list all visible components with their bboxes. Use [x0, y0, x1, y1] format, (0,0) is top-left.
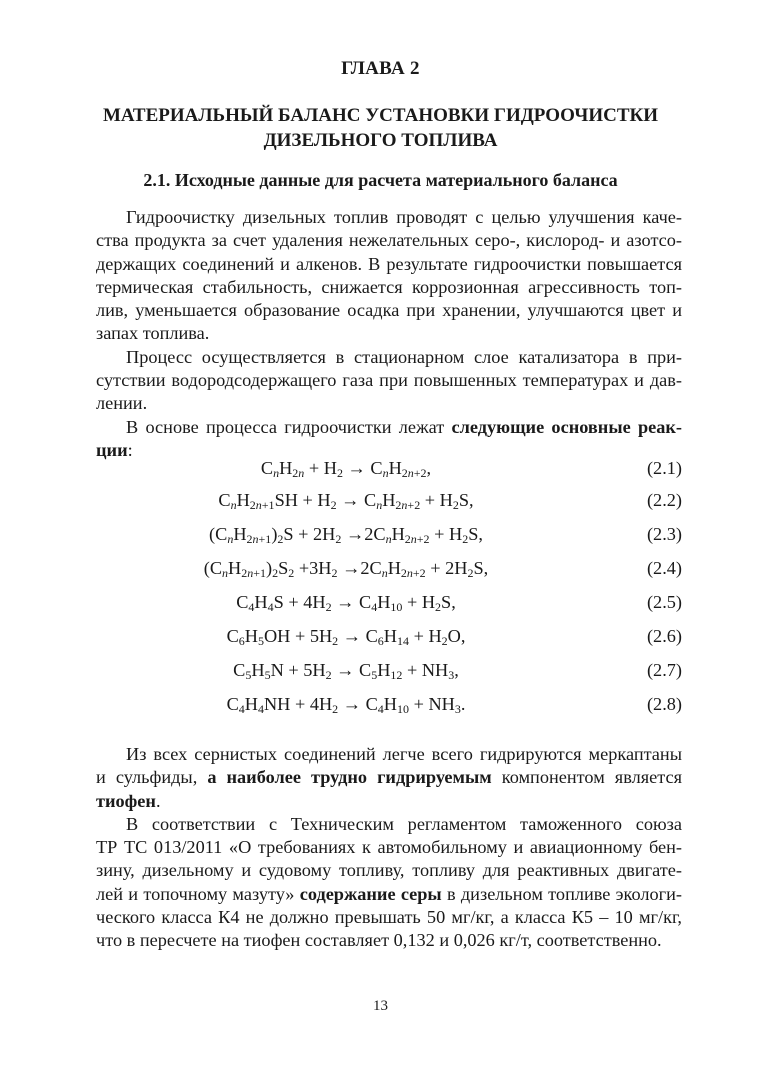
equation-number: (2.3)	[646, 524, 682, 544]
text-line: что в пересчете на тиофен составляет 0,132 и 0,026 кг/т, соответственно.	[96, 930, 662, 951]
text-plain: и сульфиды,	[96, 767, 208, 788]
equation-number: (2.2)	[646, 490, 682, 510]
text-line: сутствии водородсодержащего газа при повышенных температурах и дав-	[96, 370, 682, 391]
equation-number: (2.6)	[646, 626, 682, 646]
text-line: В соответствии с Техническим регламентом таможенного союза	[126, 813, 682, 834]
equation-number: (2.1)	[646, 458, 682, 478]
equation-formula: $(C_nH_{2n+1})_2S_2 +3H_2 \to 2C_nH_{2n+2} + 2H_2S$,	[203, 558, 489, 580]
equation-number: (2.5)	[646, 592, 682, 612]
text-line: лив, уменьшается образование осадка при хранении, улучшаются цвет и	[96, 300, 682, 321]
text-plain: лей и топочному мазуту»	[96, 883, 300, 904]
equation-2-5	[96, 592, 682, 622]
paragraph-intro	[96, 206, 682, 462]
text-line: зину, дизельному и судовому топливу, топливу для реактивных двигате-	[96, 860, 682, 881]
chapter-title-line-2: ДИЗЕЛЬНОГО ТОПЛИВА	[263, 130, 498, 151]
equation-2-4	[96, 558, 682, 588]
equation-number: (2.7)	[646, 660, 682, 680]
text-line: держащих соединений и алкенов. В результате гидроочистки повышается	[96, 253, 682, 274]
text-line: ТР ТС 013/2011 «О требованиях к автомобильному и авиационному бен-	[96, 837, 682, 858]
text-plain: :	[127, 439, 133, 460]
text-line	[96, 416, 682, 439]
equation-formula: $C_nH_{2n} + H_2 \to C_nH_{2n+2}$,	[260, 458, 432, 480]
equation-formula: $(C_nH_{2n+1})_2S + 2H_2 \to 2C_nH_{2n+2} + H_2S$,	[209, 524, 483, 546]
equation-formula: $C_4H_4S + 4H_2 \to C_4H_{10} + H_2S$,	[236, 592, 456, 614]
text-line: запах топлива.	[96, 323, 210, 344]
equation-2-8	[96, 694, 682, 724]
text-bold: а наиболее трудно гидрируемым	[207, 767, 492, 788]
equation-formula: $C_4H_4NH + 4H_2 \to C_4H_{10} + NH_3$.	[226, 694, 466, 716]
equation-number: (2.4)	[646, 558, 682, 578]
text-bold: ции	[96, 439, 128, 460]
text-plain: В основе процесса гидроочистки лежат	[126, 416, 452, 437]
equation-formula: $C_nH_{2n+1}SH + H_2 \to C_nH_{2n+2} + H_2S$,	[218, 490, 474, 512]
text-line: ства продукта за счет удаления нежелательных серо-, кислород- и азотсо-	[96, 230, 682, 251]
chapter-title-line-1: МАТЕРИАЛЬНЫЙ БАЛАНС УСТАНОВКИ ГИДРООЧИСТКИ	[102, 105, 659, 126]
chapter-title	[80, 103, 681, 153]
text-line	[96, 766, 682, 789]
text-line: ческого класса К4 не должно превышать 50 мг/кг, а класса К5 – 10 мг/кг,	[96, 907, 682, 928]
paragraph-conclusion	[96, 743, 682, 953]
text-line: термическая стабильность, снижается коррозионная агрессивность топ-	[96, 276, 682, 297]
text-bold: тиофен	[96, 790, 156, 811]
text-plain: .	[155, 790, 161, 811]
text-line	[96, 790, 682, 813]
equation-2-3	[96, 524, 682, 554]
page-number: 13	[373, 998, 388, 1014]
text-line	[96, 883, 682, 906]
text-bold: содержание серы	[299, 883, 442, 904]
equation-number: (2.8)	[646, 694, 682, 714]
text-plain: в дизельном топливе экологи-	[441, 883, 682, 904]
equation-2-6	[96, 626, 682, 656]
text-bold: следующие основные реак-	[451, 416, 682, 437]
text-plain: компонентом является	[491, 767, 682, 788]
chapter-heading: ГЛАВА 2	[341, 58, 420, 79]
equation-2-1	[96, 458, 682, 488]
text-line: Гидроочистку дизельных топлив проводят с целью улучшения каче-	[126, 207, 682, 227]
text-line: Из всех сернистых соединений легче всего гидрируются меркаптаны	[126, 744, 682, 764]
equation-formula: $C_6H_5OH + 5H_2 \to C_6H_{14} + H_2O$,	[226, 626, 466, 648]
equation-2-7	[96, 660, 682, 690]
equation-formula: $C_5H_5N + 5H_2 \to C_5H_{12} + NH_3$,	[233, 660, 459, 682]
section-heading: 2.1. Исходные данные для расчета материального баланса	[143, 170, 618, 190]
text-line: Процесс осуществляется в стационарном слое катализатора в при-	[126, 346, 682, 367]
text-line: лении.	[96, 393, 148, 414]
equation-2-2	[96, 490, 682, 520]
